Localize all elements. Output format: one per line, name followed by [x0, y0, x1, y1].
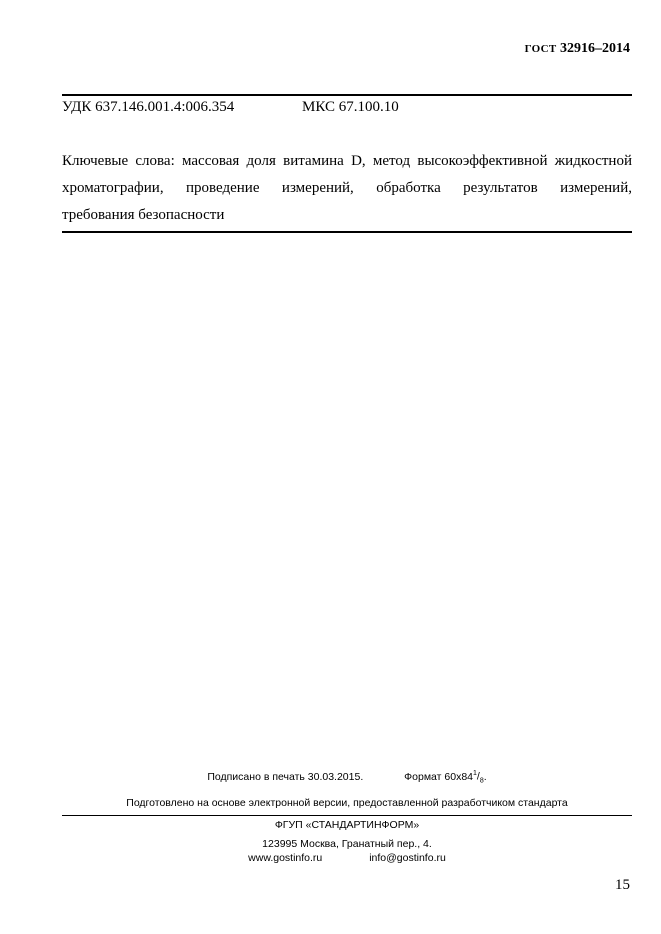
- document-code: [525, 41, 630, 57]
- print-info: [62, 770, 632, 785]
- publisher-name: ФГУП «СТАНДАРТИНФОРМ»: [274, 819, 420, 831]
- udk-code: УДК 637.146.001.4:006.354: [62, 99, 235, 115]
- keywords-bottom-rule: [62, 231, 632, 233]
- signed-date: Подписано в печать 30.03.2015.: [207, 770, 364, 783]
- document-code-prefix: ГОСТ: [524, 43, 557, 55]
- mks-code: МКС 67.100.10: [302, 99, 399, 115]
- publisher-contacts: [62, 852, 632, 864]
- keywords-paragraph: [62, 148, 632, 229]
- page-number: 15: [615, 877, 630, 893]
- publisher-email: info@gostinfo.ru: [369, 852, 446, 864]
- document-code-number: 32916–2014: [560, 41, 630, 56]
- classification-row: [62, 99, 399, 116]
- paper-format: Формат $60x84^1/_8$.: [404, 770, 487, 785]
- keywords-line: Ключевые слова: массовая доля витамина D, метод высокоэффективной жидкостной: [62, 153, 632, 169]
- prepared-note: Подготовлено на основе электронной версии, предоставленной разработчиком стандарта: [126, 797, 568, 809]
- top-rule: [62, 94, 632, 96]
- publisher-website: www.gostinfo.ru: [248, 852, 323, 864]
- publisher-address: 123995 Москва, Гранатный пер., 4.: [262, 838, 432, 850]
- keywords-line: хроматографии, проведение измерений, обработка результатов измерений,: [62, 180, 632, 196]
- imprint-rule: [62, 815, 632, 816]
- keywords-line: требования безопасности: [62, 207, 225, 223]
